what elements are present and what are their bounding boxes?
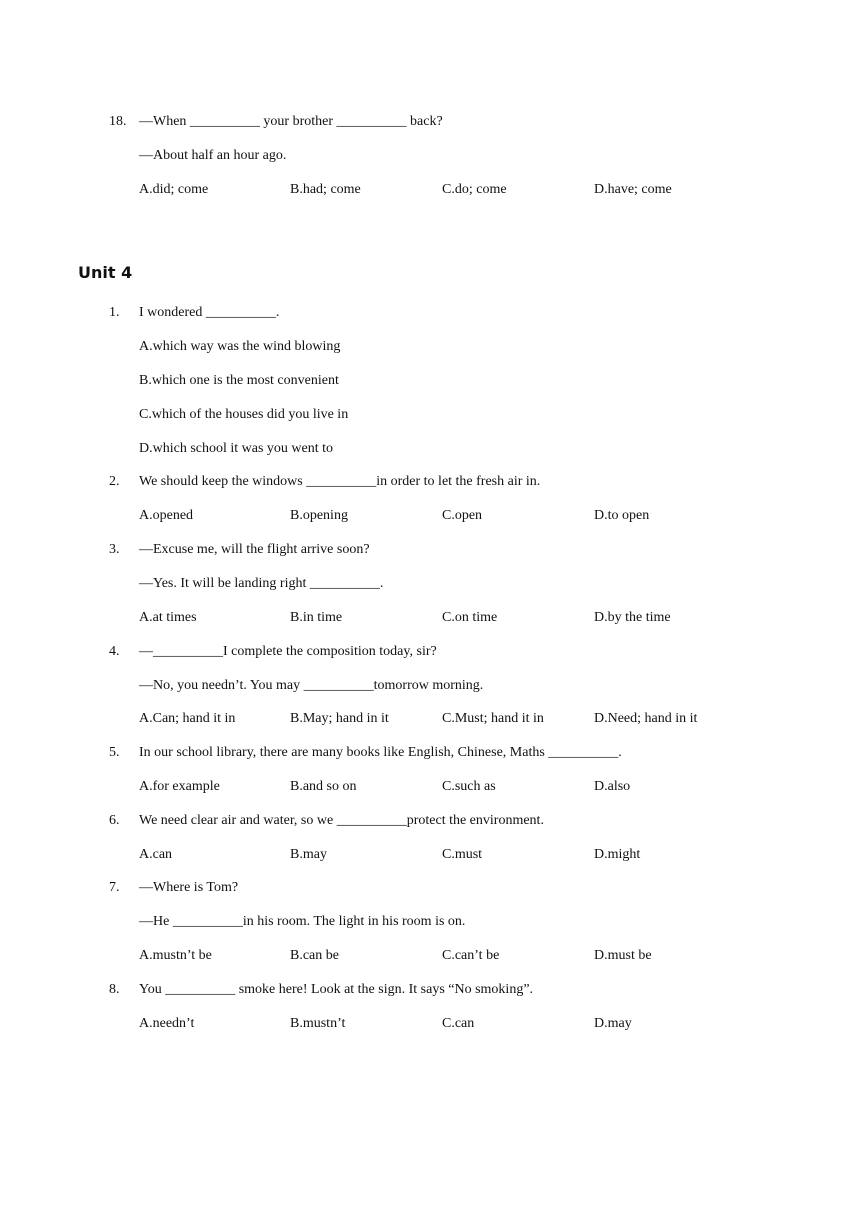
option-d: D.may bbox=[594, 1016, 632, 1031]
option-d: D.have; come bbox=[594, 182, 672, 197]
dialogue-line: —About half an hour ago. bbox=[139, 148, 287, 163]
question-number: 8. bbox=[109, 982, 120, 997]
dialogue-line: —Yes. It will be landing right __________. bbox=[139, 576, 384, 591]
option-c: C.can’t be bbox=[442, 948, 500, 963]
question-stem: We should keep the windows __________in order to let the fresh air in. bbox=[139, 474, 541, 489]
dialogue-line: —He __________in his room. The light in his room is on. bbox=[139, 914, 466, 929]
option-c: C.on time bbox=[442, 610, 498, 625]
option-d: D.which school it was you went to bbox=[139, 441, 334, 456]
option-a: A.at times bbox=[139, 610, 197, 625]
question-number: 6. bbox=[109, 813, 120, 828]
option-b: B.can be bbox=[290, 948, 339, 963]
option-c: C.open bbox=[442, 508, 483, 523]
dialogue-line: —No, you needn’t. You may __________tomorrow morning. bbox=[139, 678, 484, 693]
option-d: D.must be bbox=[594, 948, 652, 963]
option-b: B.had; come bbox=[290, 182, 361, 197]
option-b: B.in time bbox=[290, 610, 343, 625]
option-a: A.needn’t bbox=[139, 1016, 195, 1031]
question-number: 5. bbox=[109, 745, 120, 760]
question-stem: You __________ smoke here! Look at the sign. It says “No smoking”. bbox=[139, 982, 534, 997]
option-a: A.mustn’t be bbox=[139, 948, 212, 963]
option-a: A.opened bbox=[139, 508, 194, 523]
question-number: 4. bbox=[109, 644, 120, 659]
option-d: D.Need; hand in it bbox=[594, 711, 698, 726]
option-d: D.might bbox=[594, 847, 641, 862]
option-b: B.opening bbox=[290, 508, 348, 523]
option-b: B.which one is the most convenient bbox=[139, 373, 339, 388]
option-d: D.also bbox=[594, 779, 631, 794]
option-c: C.must bbox=[442, 847, 483, 862]
option-b: B.may bbox=[290, 847, 327, 862]
option-d: D.by the time bbox=[594, 610, 671, 625]
option-a: A.did; come bbox=[139, 182, 209, 197]
option-c: C.do; come bbox=[442, 182, 507, 197]
dialogue-line: —When __________ your brother __________ back? bbox=[139, 114, 443, 129]
question-number: 7. bbox=[109, 880, 120, 895]
option-a: A.can bbox=[139, 847, 173, 862]
question-number: 1. bbox=[109, 305, 120, 320]
option-b: B.mustn’t bbox=[290, 1016, 346, 1031]
option-c: C.which of the houses did you live in bbox=[139, 407, 349, 422]
question-number: 18. bbox=[109, 114, 127, 129]
question-stem: In our school library, there are many books like English, Chinese, Maths __________. bbox=[139, 745, 622, 760]
option-b: B.May; hand in it bbox=[290, 711, 389, 726]
dialogue-line: —__________I complete the composition today, sir? bbox=[139, 644, 437, 659]
question-stem: We need clear air and water, so we __________protect the environment. bbox=[139, 813, 544, 828]
dialogue-line: —Excuse me, will the flight arrive soon? bbox=[139, 542, 370, 557]
dialogue-line: —Where is Tom? bbox=[139, 880, 239, 895]
option-c: C.Must; hand it in bbox=[442, 711, 544, 726]
option-c: C.such as bbox=[442, 779, 496, 794]
option-a: A.for example bbox=[139, 779, 220, 794]
option-a: A.which way was the wind blowing bbox=[139, 339, 341, 354]
unit-title: Unit 4 bbox=[78, 263, 133, 282]
option-d: D.to open bbox=[594, 508, 650, 523]
option-a: A.Can; hand it in bbox=[139, 711, 236, 726]
option-c: C.can bbox=[442, 1016, 475, 1031]
question-stem: I wondered __________. bbox=[139, 305, 280, 320]
option-b: B.and so on bbox=[290, 779, 357, 794]
question-number: 3. bbox=[109, 542, 120, 557]
question-number: 2. bbox=[109, 474, 120, 489]
